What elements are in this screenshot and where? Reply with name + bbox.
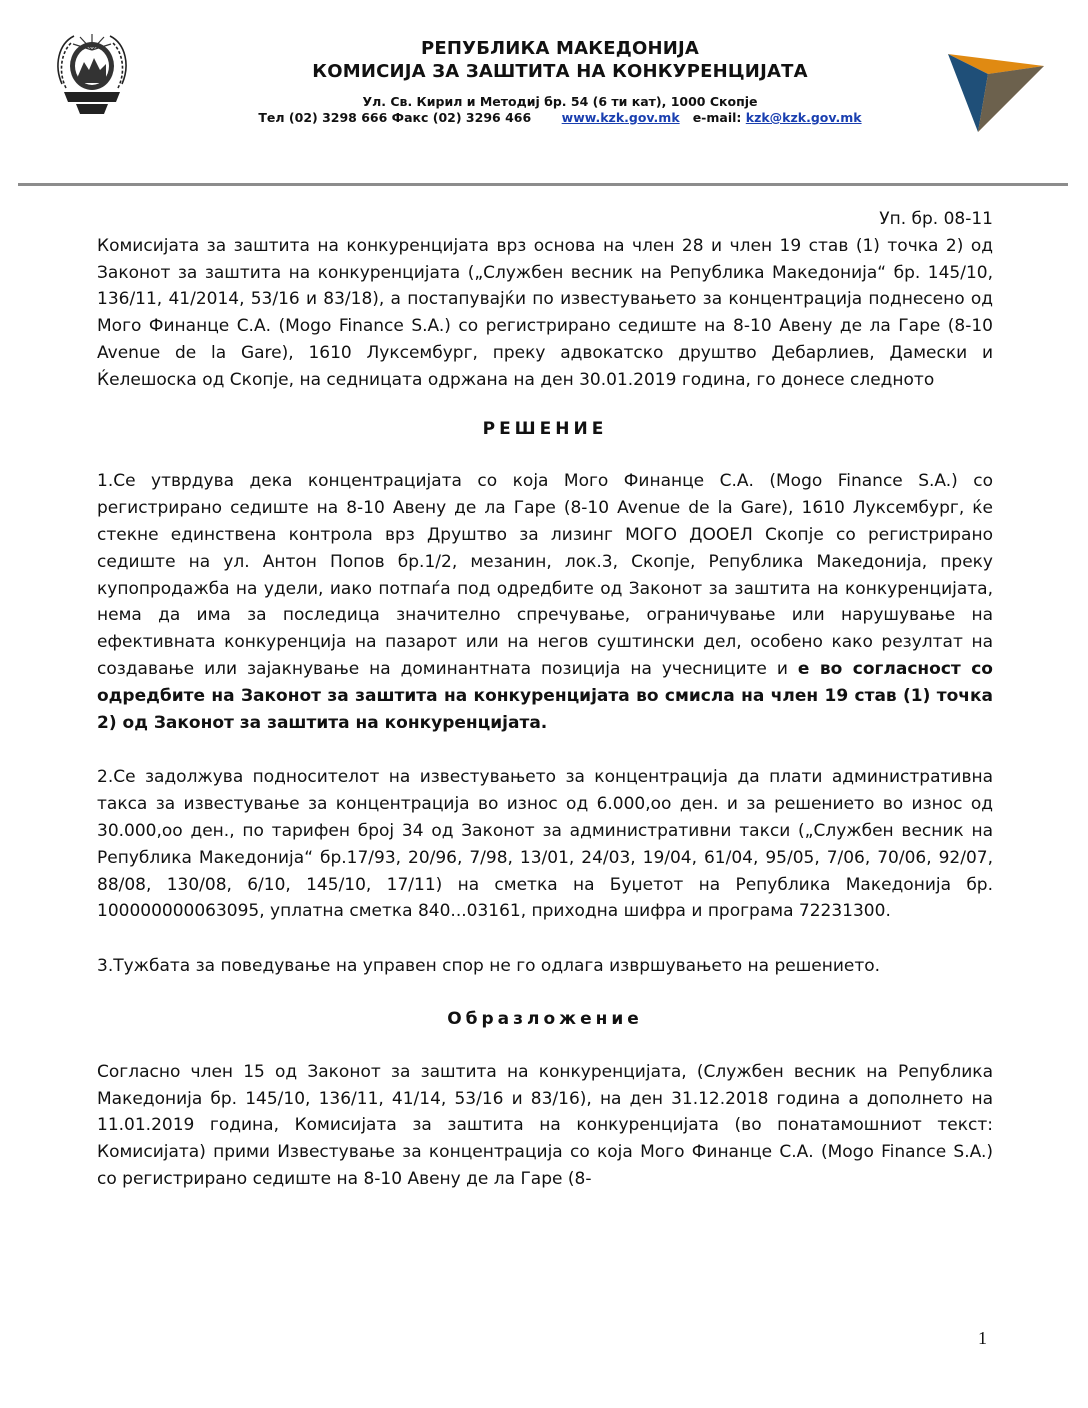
item1-end: . [540, 712, 548, 733]
item1-bold: е во согласност со одредбите на Законот за заштита на конкуренцијата во смисла на член 19 став (1) точка 2) од Законот за заштита на конкуренцијата [97, 658, 993, 733]
state-emblem-icon [48, 22, 136, 122]
document-body [97, 206, 993, 1193]
decision-item-2: 2.Се задолжува подносителот на известувањето за концентрација да плати административна такса за известување за концентрација во износ од 6.000,оо ден. и за решението во износ од 30.000,оо ден., по тарифен број 34 од Законот за административни такси („Службен весник на Република Македонија“ бр.17/93, 20/96, 7/98, 13/01, 24/03, 19/04, 61/04, 95/05, 7/06, 70/06, 92/07, 88/08, 130/08, 6/10, 145/10, 17/11) на сметка на Буџетот на Република Македонија бр. 100000000063095, уплатна сметка 840...03161, приходна шифра и програма 72231300. [97, 767, 993, 922]
header-title-line2: КОМИСИЈА ЗА ЗАШТИТА НА КОНКУРЕНЦИЈАТА [312, 61, 808, 82]
website-link[interactable]: www.kzk.gov.mk [561, 110, 680, 125]
header-address: Ул. Св. Кирил и Методиј бр. 54 (6 ти кат), 1000 Скопје [362, 94, 758, 109]
commission-triangle-logo-icon [944, 44, 1048, 136]
page-number: 1 [978, 1328, 987, 1348]
email-link[interactable]: kzk@kzk.gov.mk [745, 110, 862, 125]
reasoning-heading: Образложение [447, 1008, 643, 1029]
header-phone-fax: Тел (02) 3298 666 Факс (02) 3296 466 [258, 110, 532, 125]
header-title-line1: РЕПУБЛИКА МАКЕДОНИЈА [420, 38, 700, 59]
decision-item-1 [97, 468, 993, 736]
email-label: e-mail: [692, 110, 742, 125]
decision-heading: РЕШЕНИЕ [482, 418, 608, 439]
reasoning-paragraph: Согласно член 15 од Законот за заштита на конкуренцијата, (Службен весник на Република Македонија бр. 145/10, 136/11, 41/14, 53/16 и 83/16), на ден 31.12.2018 година а дополнето на 11.01.2019 година, Комисијата за заштита на конкуренцијата (во понатамошниот текст: Комисијата) прими Известување за концентрација со која Мого Финанце С.А. (Mogo Finance S.A.) со регистрирано седиште на 8-10 Авену де ла Гаре (8- [97, 1061, 993, 1189]
intro-paragraph: Комисијата за заштита на конкуренцијата врз основа на член 28 и член 19 став (1) точка 2) од Законот за заштита на конкуренцијата („Службен весник на Република Македонија“ бр. 145/10, 136/11, 41/2014, 53/16 и 83/18), а постапувајќи по известувањето за концентрација поднесено од Мого Финанце С.А. (Mogo Finance S.A.) со регистрирано седиште на 8-10 Авену де ла Гаре (8-10 Avenue de la Gare), 1610 Луксембург, преку адвокатско друштво Дебарлиев, Дамески и Ќелешоска од Скопје, на седницата одржана на ден 30.01.2019 година, го донесе следното [97, 235, 993, 390]
header-contact [150, 110, 970, 125]
header-separator [18, 183, 1068, 186]
decision-item-3: 3.Тужбата за поведување на управен спор не го одлага извршувањето на решението. [97, 956, 881, 977]
item1-text: 1.Се утврдува дека концентрацијата со која Мого Финанце С.А. (Mogo Finance S.A.) со регистрирано седиште на 8-10 Авену де ла Гаре (8-10 Avenue de la Gare), 1610 Луксембург, ќе стекне единствена контрола врз Друштво за лизинг МОГО ДООЕЛ Скопје со регистрирано седиште на ул. Антон Попов бр.1/2, мезанин, лок.3, Скопје, Република Македонија, преку купопродажба на удели, иако потпаѓа под одредбите од Законот за заштита на конкуренцијата, нема да има за последица значително спречување, ограничување или нарушување на ефективната конкуренција на пазарот или на негов суштински дел, особено како резултат на создавање или зајакнување на доминантната позиција на учесниците и [97, 471, 993, 679]
reference-number: Уп. бр. 08-11 [879, 209, 993, 229]
